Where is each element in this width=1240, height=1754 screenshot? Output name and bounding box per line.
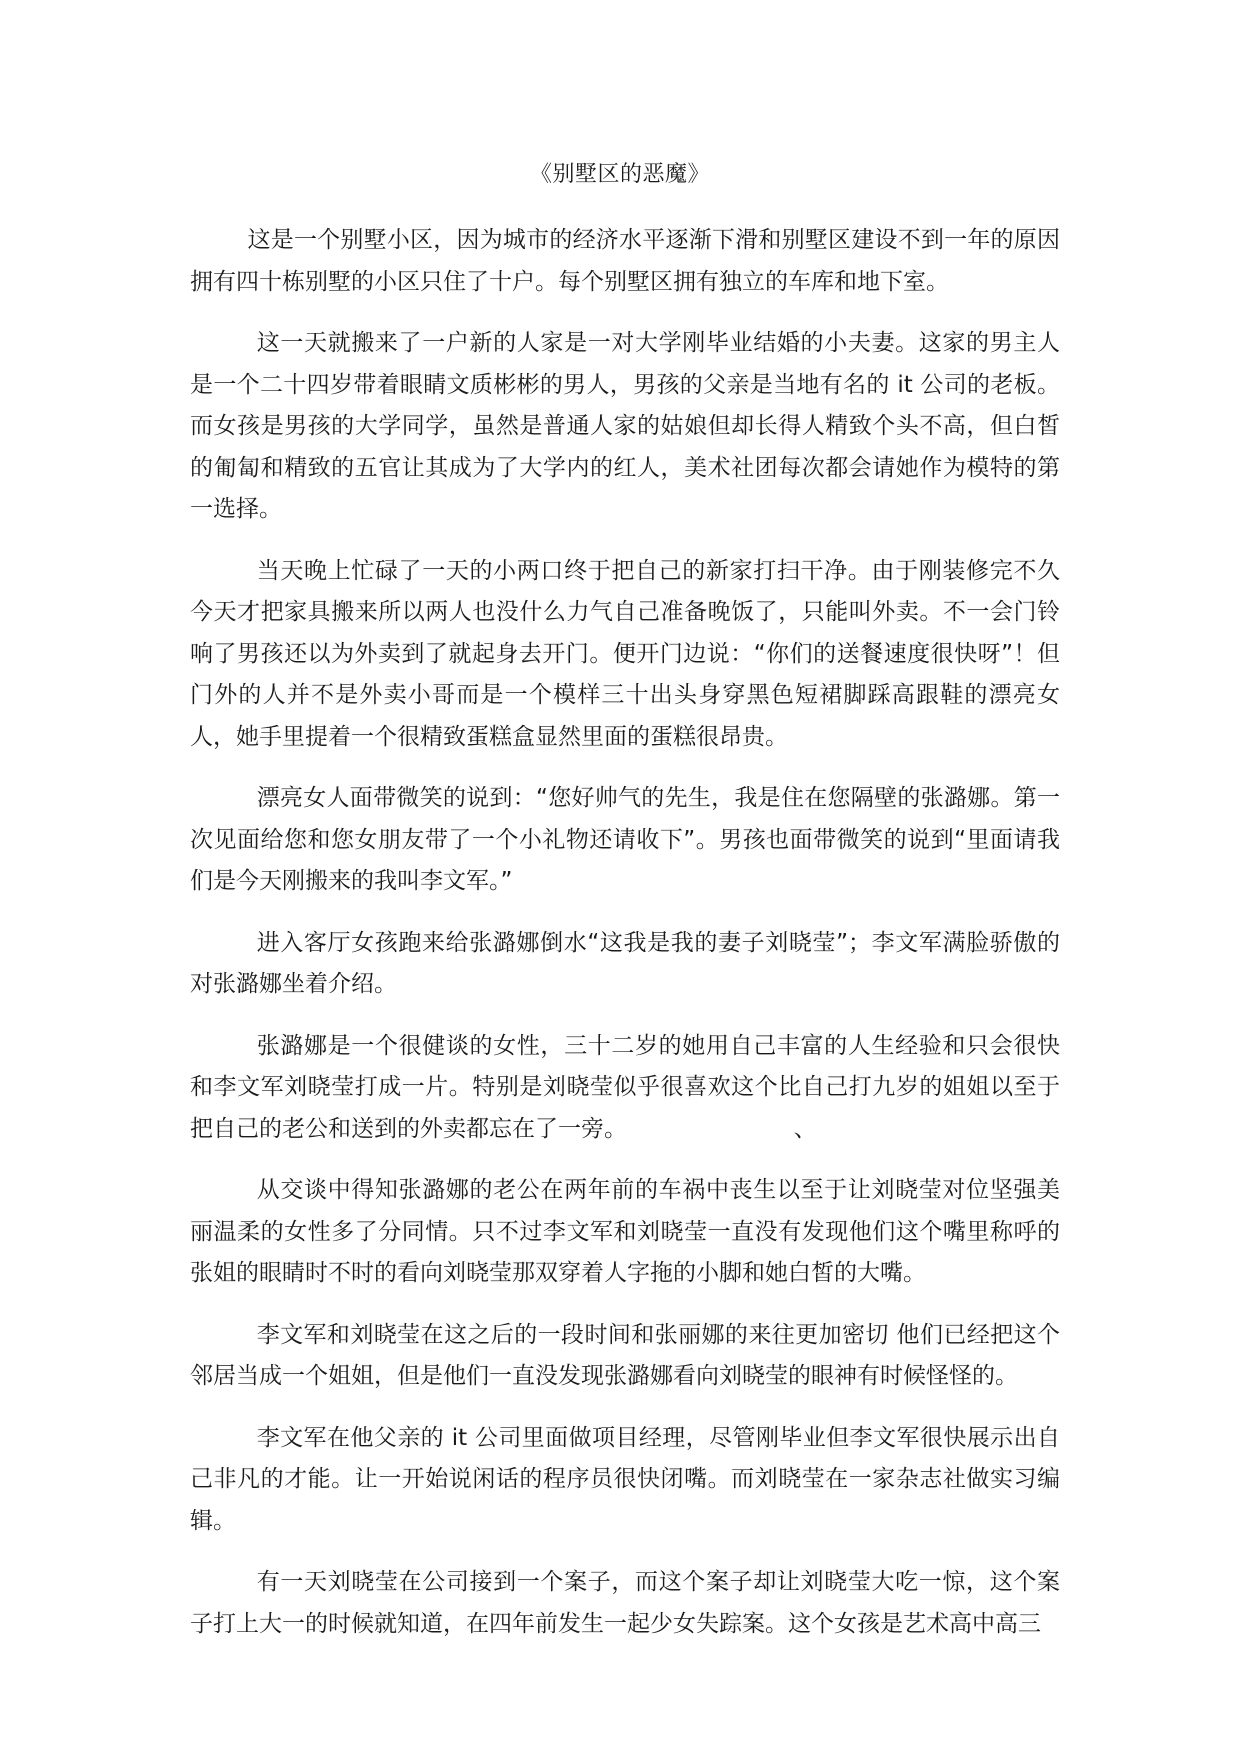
paragraph-4: 漂亮女人面带微笑的说到：“您好帅气的先生，我是住在您隔壁的张潞娜。第一次见面给您和您女朋友带了一个小礼物还请收下”。男孩也面带微笑的说到“里面请我们是今天刚搬来的我叫李文军。” xyxy=(190,785,1060,894)
paragraph-9: 李文军在他父亲的 it 公司里面做项目经理，尽管刚毕业但李文军很快展示出自己非凡的才能。让一开始说闲话的程序员很快闭嘴。而刘晓莹在一家杂志社做实习编辑。 xyxy=(190,1424,1060,1534)
paragraph-5: 进入客厅女孩跑来给张潞娜倒水“这我是我的妻子刘晓莹”；李文军满脸骄傲的对张潞娜坐着介绍。 xyxy=(190,929,1060,997)
paragraph-6 xyxy=(190,1026,1060,1151)
stray-mark: 、 xyxy=(793,1115,817,1142)
paragraph-8: 李文军和刘晓莹在这之后的一段时间和张丽娜的来往更加密切 他们已经把这个邻居当成一个姐姐，但是他们一直没发现张潞娜看向刘晓莹的眼神有时候怪怪的。 xyxy=(190,1321,1060,1389)
paragraph-10: 有一天刘晓莹在公司接到一个案子，而这个案子却让刘晓莹大吃一惊，这个案子打上大一的时候就知道，在四年前发生一起少女失踪案。这个女孩是艺术高中高三 xyxy=(190,1569,1060,1637)
document-title: 《别墅区的恶魔》 xyxy=(529,162,710,187)
paragraph-7: 从交谈中得知张潞娜的老公在两年前的车祸中丧生以至于让刘晓莹对位坚强美丽温柔的女性多了分同情。只不过李文军和刘晓莹一直没有发现他们这个嘴里称呼的张姐的眼睛时不时的看向刘晓莹那双穿着人字拖的小脚和她白皙的大嘴。 xyxy=(190,1177,1060,1286)
paragraph-1: 这是一个别墅小区，因为城市的经济水平逐渐下滑和别墅区建设不到一年的原因拥有四十栋别墅的小区只住了十户。每个别墅区拥有独立的车库和地下室。 xyxy=(190,227,1060,295)
paragraph-2: 这一天就搬来了一户新的人家是一对大学刚毕业结婚的小夫妻。这家的男主人是一个二十四岁带着眼睛文质彬彬的男人，男孩的父亲是当地有名的 it 公司的老板。而女孩是男孩的大学同学，虽然是普通人家的姑娘但却长得人精致个头不高，但白皙的匍匐和精致的五官让其成为了大学内的红人，美术社团每次都会请她作为模特的第一选择。 xyxy=(190,330,1060,522)
paragraph-3: 当天晚上忙碌了一天的小两口终于把自己的新家打扫干净。由于刚装修完不久今天才把家具搬来所以两人也没什么力气自己准备晚饭了，只能叫外卖。不一会门铃响了男孩还以为外卖到了就起身去开门。便开门边说：“你们的送餐速度很快呀”！但门外的人并不是外卖小哥而是一个模样三十出头身穿黑色短裙脚踩高跟鞋的漂亮女人，她手里提着一个很精致蛋糕盒显然里面的蛋糕很昂贵。 xyxy=(190,557,1060,750)
paragraph-6-text: 张潞娜是一个很健谈的女性，三十二岁的她用自己丰富的人生经验和只会很快和李文军刘晓莹打成一片。特别是刘晓莹似乎很喜欢这个比自己打九岁的姐姐以至于把自己的老公和送到的外卖都忘在了一旁。 xyxy=(190,1032,1060,1142)
document-body xyxy=(190,220,1060,1665)
